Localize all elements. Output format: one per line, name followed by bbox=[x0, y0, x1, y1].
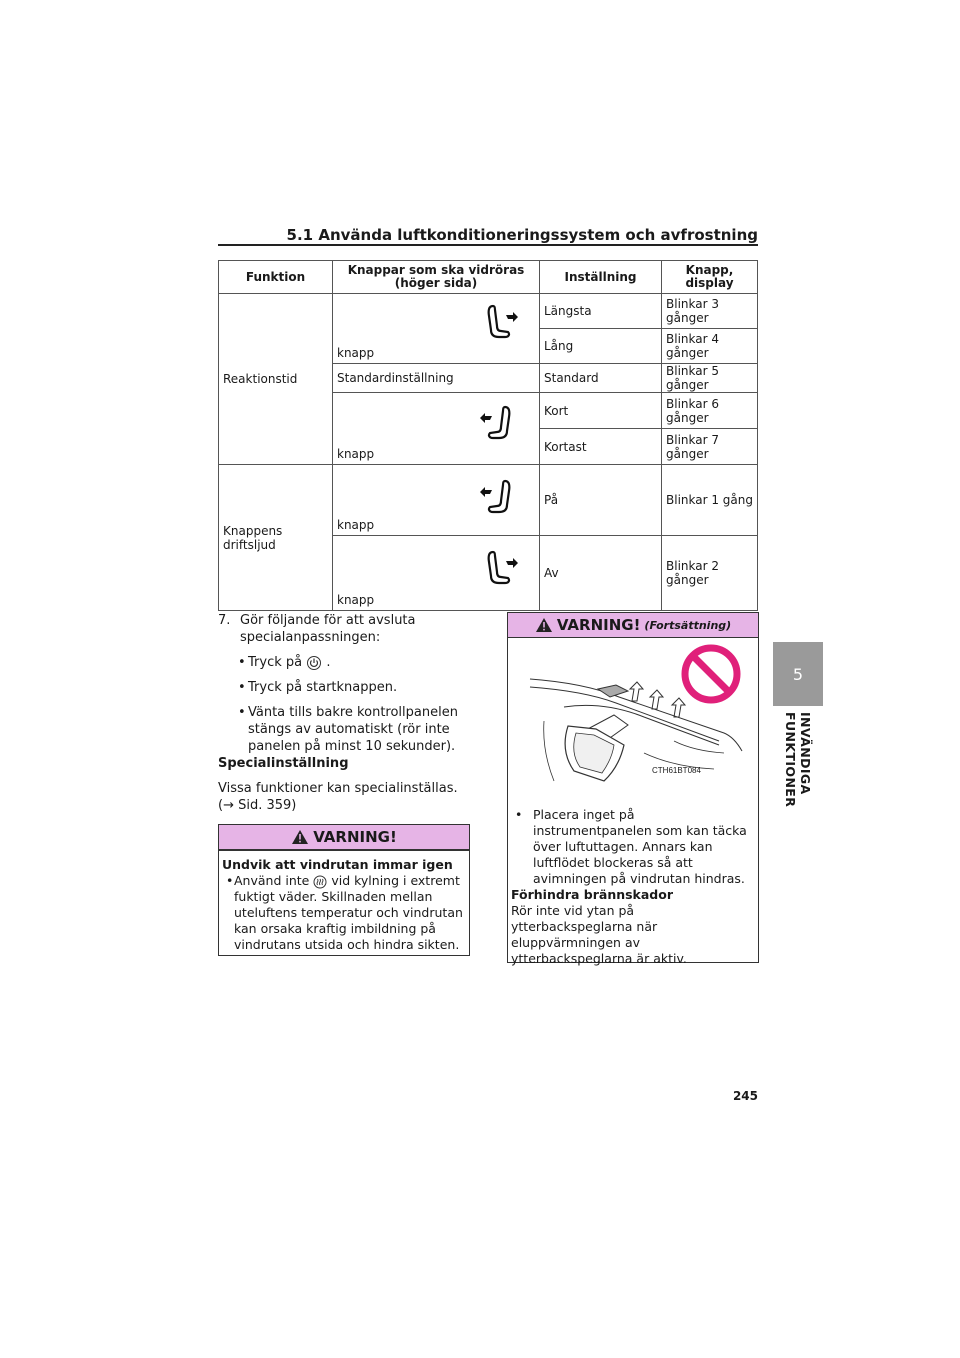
seat-arrow-right-icon bbox=[479, 300, 519, 344]
warning-body bbox=[219, 851, 469, 959]
standard-button-cell: Standardinställning bbox=[333, 364, 540, 393]
display-cell: Blinkar 3 gånger bbox=[662, 294, 758, 329]
step-bullet bbox=[218, 679, 468, 696]
power-icon bbox=[306, 655, 322, 671]
burn-text: Rör inte vid ytan på ytterbackspeglarna när eluppvärmningen av ytterbackspeglarna är aktiv. bbox=[511, 903, 687, 966]
col-header-display: Knapp, display bbox=[662, 261, 758, 294]
warning-header bbox=[508, 613, 758, 638]
setting-cell: Av bbox=[540, 536, 662, 611]
seat-button-cell bbox=[333, 294, 540, 364]
setting-cell: Kortast bbox=[540, 429, 662, 465]
button-label: knapp bbox=[337, 447, 375, 461]
col-header-setting: Inställning bbox=[540, 261, 662, 294]
section-header: 5.1 Använda luftkonditioneringssystem och avfrostning bbox=[286, 226, 758, 244]
seat-button-cell bbox=[333, 393, 540, 465]
col-header-buttons: Knappar som ska vidröras (höger sida) bbox=[333, 261, 540, 294]
settings-table bbox=[218, 260, 758, 611]
display-cell: Blinkar 5 gånger bbox=[662, 364, 758, 393]
setting-cell: Längsta bbox=[540, 294, 662, 329]
function-reaction: Reaktionstid bbox=[219, 294, 333, 465]
function-sound: Knappens driftsljud bbox=[219, 465, 333, 611]
page-number: 245 bbox=[732, 1089, 758, 1103]
warning-title: VARNING! bbox=[556, 616, 641, 634]
setting-cell: Standard bbox=[540, 364, 662, 393]
bullet-text: Tryck på bbox=[248, 655, 303, 670]
bullet-text: Vänta tills bakre kontrollpanelen stängs av automatiskt (rör inte panelen på minst 10 sekunder). bbox=[248, 705, 458, 754]
button-label: knapp bbox=[337, 593, 375, 607]
setting-cell: På bbox=[540, 465, 662, 536]
button-label: knapp bbox=[337, 518, 375, 532]
setting-cell: Lång bbox=[540, 329, 662, 364]
bullet-text: Använd inte bbox=[234, 873, 310, 888]
bullet-dot: • bbox=[238, 680, 246, 695]
bullet-dot: • bbox=[226, 873, 234, 888]
warning-triangle-icon bbox=[291, 829, 309, 845]
warning-header bbox=[219, 825, 469, 851]
warning-title: VARNING! bbox=[313, 828, 397, 846]
step-bullet bbox=[218, 704, 468, 755]
display-cell: Blinkar 4 gånger bbox=[662, 329, 758, 364]
chapter-tab[interactable]: 5 bbox=[773, 642, 823, 706]
bullet-dot: • bbox=[238, 655, 246, 670]
bullet-dot: • bbox=[238, 705, 246, 720]
display-cell: Blinkar 7 gånger bbox=[662, 429, 758, 465]
seat-button-cell bbox=[333, 536, 540, 611]
figure-code: CTH61BT084 bbox=[652, 766, 701, 775]
warning-box-right bbox=[507, 612, 759, 966]
burn-title: Förhindra brännskador bbox=[511, 887, 673, 902]
bullet-text: . bbox=[326, 655, 331, 670]
setting-cell: Kort bbox=[540, 393, 662, 429]
bullet-text: Placera inget på instrumentpanelen som kan täcka över luftuttagen. Annars kan luftflödet blockeras så att avimningen på vindrutan hindras. bbox=[533, 807, 747, 886]
seat-arrow-left-icon bbox=[479, 401, 519, 445]
warning-bullet bbox=[511, 807, 755, 887]
step-number: 7. bbox=[218, 613, 231, 628]
warning-body bbox=[508, 801, 758, 973]
warning-subtitle: Undvik att vindrutan immar igen bbox=[222, 857, 453, 872]
header-rule bbox=[218, 244, 758, 246]
display-cell: Blinkar 2 gånger bbox=[662, 536, 758, 611]
special-text: Vissa funktioner kan specialinställas. (→ Sid. 359) bbox=[218, 781, 458, 813]
warning-continued: (Fortsättning) bbox=[644, 618, 732, 632]
bullet-text: vid kylning i extremt fuktigt väder. Skillnaden mellan uteluftens temperatur och vindrutan kan orsaka kraftig imbildning på vindrutans utsida och hindra sikten. bbox=[234, 873, 463, 952]
chapter-label-text: INVÄNDIGA FUNKTIONER bbox=[783, 712, 813, 808]
display-cell: Blinkar 6 gånger bbox=[662, 393, 758, 429]
seat-button-cell bbox=[333, 465, 540, 536]
chapter-label bbox=[783, 712, 813, 882]
seat-arrow-left-icon bbox=[479, 475, 519, 519]
step-bullet bbox=[218, 654, 468, 671]
bullet-dot: • bbox=[515, 807, 523, 822]
button-label: knapp bbox=[337, 346, 375, 360]
warning-triangle-icon bbox=[535, 617, 553, 633]
display-cell: Blinkar 1 gång bbox=[662, 465, 758, 536]
col-header-function: Funktion bbox=[219, 261, 333, 294]
step-text: Gör följande för att avsluta specialanpassningen: bbox=[240, 613, 416, 645]
special-title: Specialinställning bbox=[218, 756, 349, 771]
step-7 bbox=[218, 612, 468, 755]
dashboard-illustration bbox=[524, 641, 746, 793]
defrost-icon bbox=[313, 875, 327, 889]
warning-box-left bbox=[218, 824, 470, 956]
seat-arrow-right-icon bbox=[479, 546, 519, 590]
bullet-text: Tryck på startknappen. bbox=[248, 680, 398, 695]
warning-bullet bbox=[222, 873, 466, 953]
